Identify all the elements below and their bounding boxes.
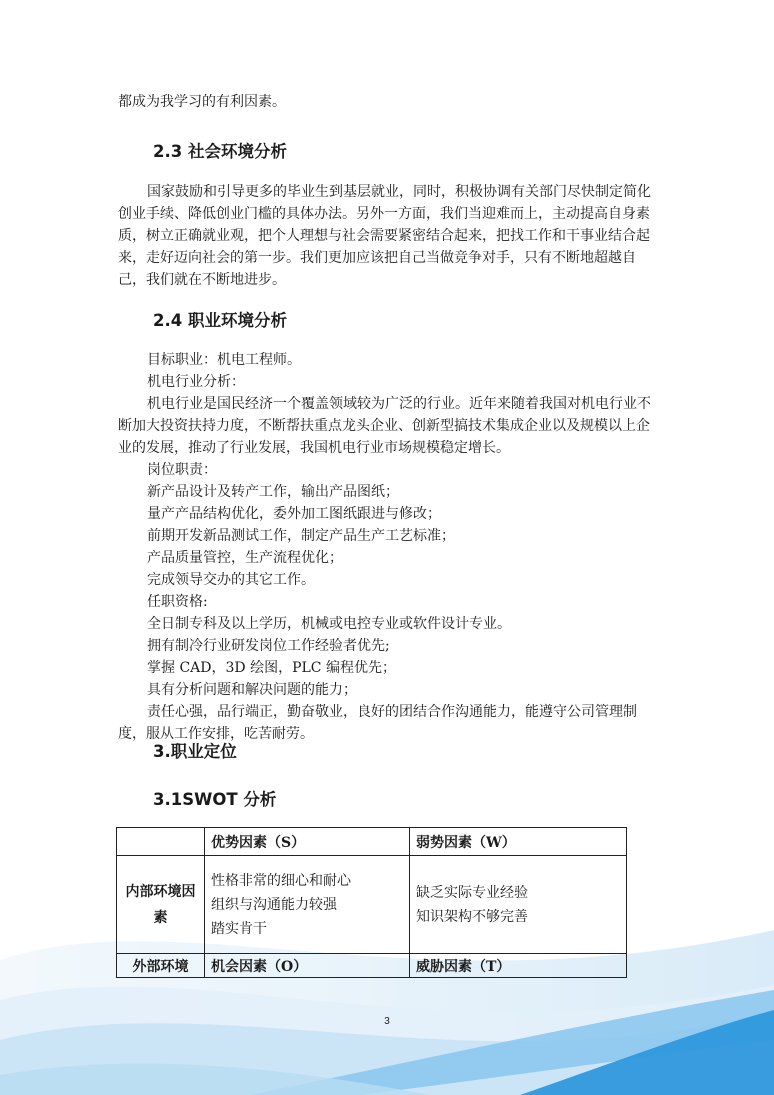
industry-analysis-paragraph: 机电行业是国民经济一个覆盖领域较为广泛的行业。近年来随着我国对机电行业不断加大投资扶持力度，不断帮扶重点龙头企业、创新型搞技术集成企业以及规模以上企业的发展，推动了行业发展，我国机电行业市场规模稳定增长。 — [118, 396, 651, 456]
weaknesses-header: 弱势因素（W） — [410, 828, 627, 856]
duty-item: 量产产品结构优化，委外加工图纸跟进与修改； — [147, 506, 441, 522]
qualification-item-last: 责任心强，品行端正，勤奋敬业，良好的团结合作沟通能力，能遵守公司管理制度，服从工作安排，吃苦耐劳。 — [118, 704, 637, 742]
heading-3: 3.职业定位 — [153, 742, 237, 761]
duties-title: 岗位职责： — [147, 462, 217, 478]
duty-item: 前期开发新品测试工作，制定产品生产工艺标准； — [147, 528, 455, 544]
page-number: 3 — [384, 1016, 390, 1027]
strengths-header: 优势因素（S） — [205, 828, 410, 856]
threats-header: 威胁因素（T） — [410, 954, 627, 978]
opportunities-header: 机会因素（O） — [205, 954, 410, 978]
swot-table — [116, 827, 627, 978]
weakness-item: 缺乏实际专业经验 — [416, 884, 528, 901]
qualification-item: 拥有制冷行业研发岗位工作经验者优先; — [147, 638, 390, 654]
swot-header-row — [117, 828, 627, 856]
swot-external-row — [117, 954, 627, 978]
industry-analysis-title: 机电行业分析： — [147, 374, 245, 390]
duty-item: 产品质量管控，生产流程优化； — [147, 550, 343, 566]
qualification-item: 具有分析问题和解决问题的能力； — [147, 682, 357, 698]
qualification-item: 全日制专科及以上学历，机械或电控专业或软件设计专业。 — [147, 616, 511, 632]
duty-item: 新产品设计及转产工作，输出产品图纸； — [147, 484, 399, 500]
strength-item: 踏实肯干 — [211, 920, 267, 937]
qualification-item: 掌握 CAD，3D 绘图，PLC 编程优先； — [147, 660, 396, 676]
swot-corner-cell — [117, 828, 205, 856]
weaknesses-cell — [410, 856, 627, 954]
external-environment-label: 外部环境 — [117, 954, 205, 978]
heading-2-3: 2.3 社会环境分析 — [153, 142, 287, 161]
duty-item: 完成领导交办的其它工作。 — [147, 572, 315, 588]
heading-2-4: 2.4 职业环境分析 — [153, 311, 287, 330]
swot-internal-row — [117, 856, 627, 954]
strength-item: 组织与沟通能力较强 — [211, 896, 337, 913]
qualifications-title: 任职资格: — [147, 594, 208, 610]
target-career-text: 目标职业：机电工程师。 — [147, 352, 301, 368]
intro-tail-text: 都成为我学习的有利因素。 — [118, 94, 286, 110]
strengths-cell — [205, 856, 410, 954]
heading-3-1: 3.1SWOT 分析 — [153, 790, 277, 809]
weakness-item: 知识架构不够完善 — [416, 908, 528, 925]
strength-item: 性格非常的细心和耐心 — [211, 872, 351, 889]
social-environment-paragraph: 国家鼓励和引导更多的毕业生到基层就业，同时，积极协调有关部门尽快制定简化创业手续、降低创业门槛的具体办法。另外一方面，我们当迎难而上，主动提高自身素质，树立正确就业观，把个人理想与社会需要紧密结合起来，把找工作和干事业结合起来，走好迈向社会的第一步。我们更加应该把自己当做竞争对手，只有不断地超越自己，我们就在不断地进步。 — [118, 184, 651, 288]
internal-environment-label: 内部环境因素 — [117, 856, 205, 954]
